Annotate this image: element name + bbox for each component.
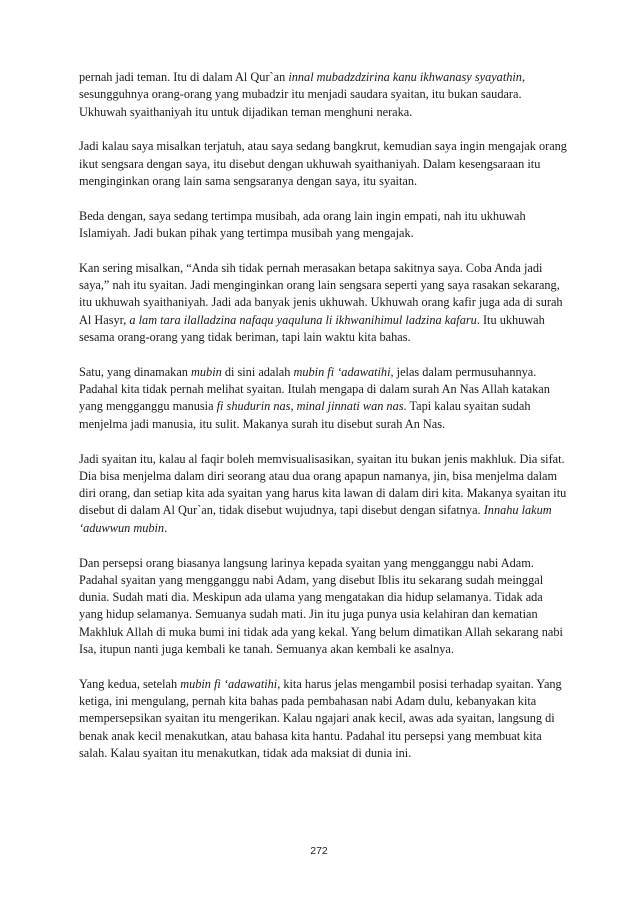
text-run: Satu, yang dinamakan — [79, 364, 192, 379]
text-run: Dan persepsi orang biasanya langsung larinya kepada syaitan yang mengganggu nabi Adam. Padahal syaitan yang mengganggu nabi Adam, yang disebut Iblis itu sekarang sudah meinggal dunia. Sudah mati dia. Meskipun ada ulama yang mengatakan dia hidup selamanya. Tidak ada yang hidup selamanya. Semuanya sudah mati. Jin itu juga punya usia kelahiran dan kematian Makhluk Allah di muka bumi ini tidak ada yang kekal. Yang belum dimatikan Allah sekarang nabi Isa, itupun nanti juga kembali ke tanah. Semuanya akan kembali ke asalnya. — [79, 555, 563, 657]
text-run: Jadi syaitan itu, kalau al faqir boleh memvisualisasikan, syaitan itu bukan jenis makhluk. Dia sifat. Dia bisa menjelma dalam diri seorang atau dua orang apapun namanya, jin, bisa menjelma dalam diri orang, dan setiap kita ada syaitan yang harus kita lawan di dalam diri kita. Makanya syaitan itu disebut di dalam Al Qur`an, tidak disebut wujudnya, tapi disebut dengan sifatnya. — [79, 451, 567, 518]
text-run: , sesungguhnya orang-orang yang mubadzir itu menjadi saudara syaitan, itu bukan saudara. Ukhuwah syaithaniyah itu untuk dijadikan teman menghuni neraka. — [79, 70, 526, 119]
paragraph — [79, 676, 567, 762]
text-run: Jadi kalau saya misalkan terjatuh, atau saya sedang bangkrut, kemudian saya ingin mengajak orang ikut sengsara dengan saya, itu disebut dengan ukhuwah syaithaniyah. Dalam kesengsaraan itu menginginkan orang lain sama sengsaranya dengan saya, itu syaitan. — [79, 139, 567, 188]
text-run: Beda dengan, saya sedang tertimpa musibah, ada orang lain ingin empati, nah itu ukhuwah Islamiyah. Jadi bukan pihak yang tertimpa musibah yang mengajak. — [79, 208, 526, 241]
italic-text-run: fi shudurin nas — [216, 399, 291, 414]
italic-text-run: a lam tara ilalladzina nafaqu yaquluna li ikhwanihimul ladzina kafaru — [129, 312, 477, 327]
text-run: , — [290, 399, 297, 414]
paragraph — [79, 138, 567, 190]
paragraph — [79, 208, 567, 243]
paragraph — [79, 260, 567, 346]
italic-text-run: innal mubadzdzirina kanu ikhwanasy syayathin — [288, 70, 522, 84]
text-run: , jelas dalam permusuhannya. Padahal kita tidak pernah melihat syaitan. Itulah mengapa di dalam surah An Nas Allah katakan yang mengganggu manusia — [79, 364, 550, 414]
paragraph — [79, 364, 567, 433]
paragraph — [79, 555, 567, 659]
text-run: , kita harus jelas mengambil posisi terhadap syaitan. Yang ketiga, ini mengulang, pernah kita bahas pada pembahasan nabi Adam dulu, kebanyakan kita mempersepsikan syaitan itu mengerikan. Kalau ngajari anak kecil, awas ada syaitan, langsung di benak anak kecil menakutkan, atau bahasa kita hantu. Padahal itu persepsi yang membuat kita salah. Kalau syaitan itu menakutkan, tidak ada maksiat di dunia ini. — [79, 676, 562, 760]
text-run: Yang kedua, setelah — [79, 676, 181, 691]
text-run: . — [164, 520, 168, 535]
paragraph — [79, 451, 567, 537]
page-number: 272 — [310, 845, 328, 857]
text-run: di sini adalah — [221, 364, 294, 379]
page-body — [79, 69, 567, 780]
text-run: Kan sering misalkan, “Anda sih tidak pernah merasakan betapa sakitnya saya. Coba Anda jadi saya,” nah itu syaitan. Jadi menginginkan orang lain sengsara seperti yang saya rasakan sekarang, itu ukhuwah syaithaniyah. Jadi ada banyak jenis ukhuwah. Ukhuwah orang kafir juga ada di surah Al Hasyr, — [79, 260, 563, 327]
italic-text-run: minal jinnati wan nas — [296, 399, 404, 414]
text-run: . Itu ukhuwah sesama orang-orang yang tidak beriman, tapi lain waktu kita bahas. — [79, 312, 545, 345]
text-run: pernah jadi teman. Itu di dalam Al Qur`an — [79, 70, 289, 84]
text-run: . Tapi kalau syaitan sudah menjelma jadi manusia, itu sulit. Makanya surah itu disebut surah An Nas. — [79, 399, 531, 431]
italic-text-run: Innahu lakum ‘aduwwun mubin — [79, 503, 552, 535]
italic-text-run: mubin fi ‘adawatihi — [180, 676, 278, 691]
italic-text-run: mubin — [191, 364, 222, 379]
paragraph — [79, 69, 567, 121]
italic-text-run: mubin fi ‘adawatihi — [293, 364, 391, 379]
